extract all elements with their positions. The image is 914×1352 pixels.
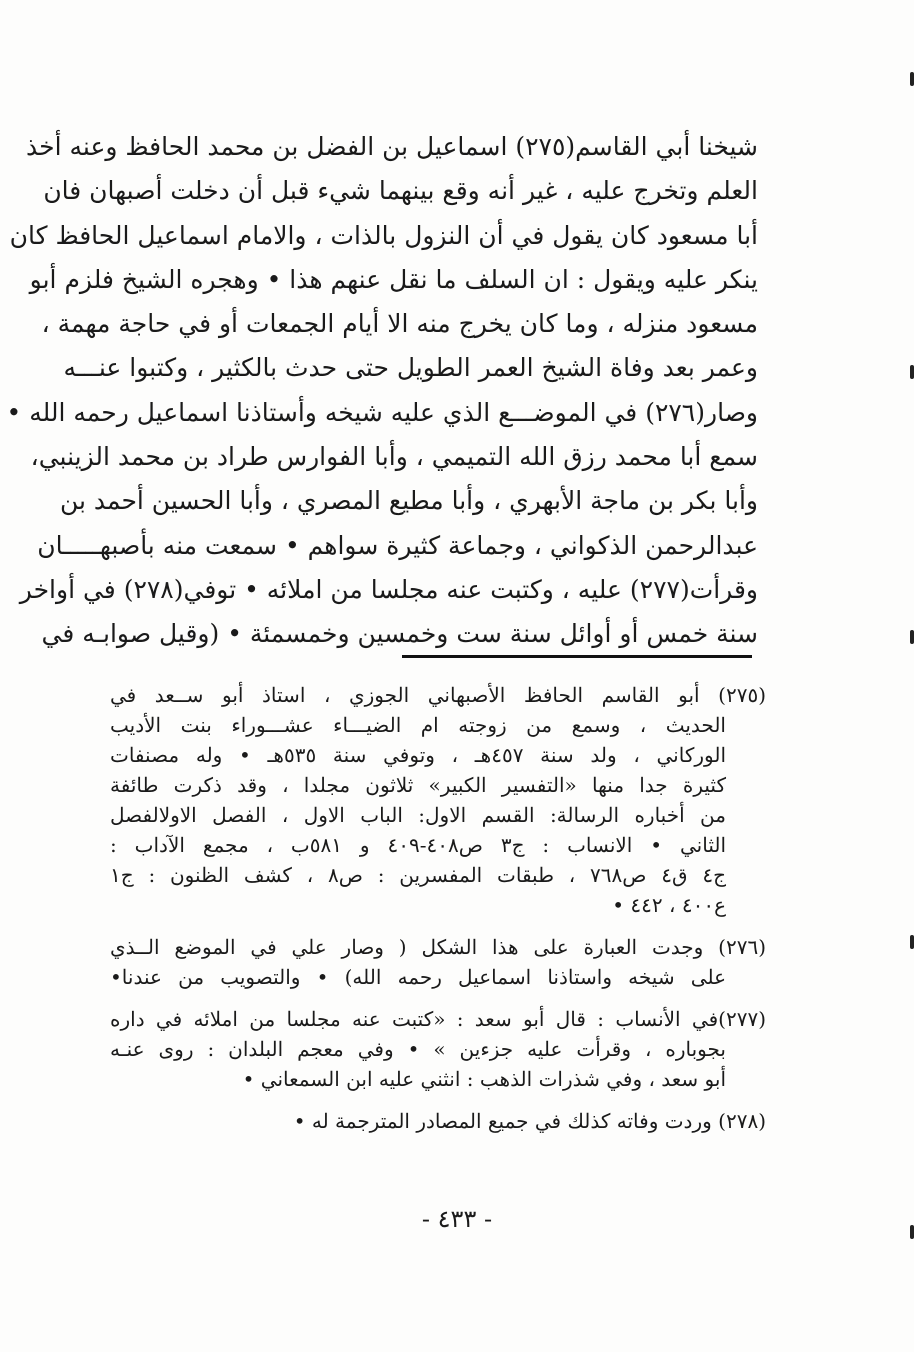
footnote-line: من أخباره الرسالة: القسم الاول: الباب الاول ، الفصل الاولالفصل	[110, 803, 726, 827]
footnote-divider	[402, 655, 752, 658]
main-text-line: سنة خمس أو أوائل سنة ست وخمسين وخمسمئة • (وقيل صوابـه في	[41, 619, 758, 649]
footnote-line: بجوباره ، وقرأت عليه جزءين » • وفي معجم البلدان : روى عنـه	[110, 1037, 726, 1061]
scan-edge-mark	[910, 630, 914, 644]
footnote-line: ع٤٠٠ ، ٤٤٢ •	[612, 893, 726, 917]
footnote-line: الحديث ، وسمع من زوجته ام الضيـــاء عشـــوراء بنت الأديب	[110, 713, 726, 737]
footnote-line: (٢٧٧)في الأنساب : قال أبو سعد : «كتبت عنه مجلسا من املائه في داره	[110, 1007, 766, 1031]
footnote-line: الوركاني ، ولد سنة ٤٥٧هـ ، وتوفي سنة ٥٣٥هـ • وله مصنفات	[110, 743, 726, 767]
footnote-277	[110, 1004, 766, 1094]
main-text-line: أبا مسعود كان يقول في أن النزول بالذات ، والامام اسماعيل الحافظ كان	[9, 220, 758, 250]
scan-edge-mark	[910, 1225, 914, 1239]
main-text-body	[6, 125, 758, 657]
footnote-line: على شيخه واستاذنا اسماعيل رحمه الله) • والتصويب من عندنا•	[110, 965, 726, 989]
footnote-275	[110, 680, 766, 920]
footnote-line: (٢٧٦) وجدت العبارة على هذا الشكل ( وصار علي في الموضع الــذي	[110, 935, 766, 959]
footnote-line: ج٤ ق٤ ص٧٦٨ ، طبقات المفسرين : ص٨ ، كشف الظنون : ج١	[110, 863, 726, 887]
main-text-line: وقرأت(٢٧٧) عليه ، وكتبت عنه مجلسا من املائه • توفي(٢٧٨) في أواخر	[19, 574, 758, 604]
main-text-line: شيخنا أبي القاسم(٢٧٥) اسماعيل بن الفضل بن محمد الحافظ وعنه أخذ	[26, 132, 758, 161]
footnote-line: كثيرة جدا منها «التفسير الكبير» ثلاثون مجلدا ، وقد ذكرت طائفة	[110, 773, 726, 797]
footnote-line: الثاني • الانساب : ج٣ ص٤٠٨-٤٠٩ و ٥٨١ب ، مجمع الآداب :	[110, 833, 727, 857]
scan-edge-mark	[910, 72, 914, 86]
footnote-line: (٢٧٥) أبو القاسم الحافظ الأصبهاني الجوزي ، استاذ أبو ســعد في	[110, 683, 766, 707]
main-text-line: وعمر بعد وفاة الشيخ العمر الطويل حتى حدث بالكثير ، وكتبوا عنـــه	[63, 353, 758, 383]
page-number: - ٤٣٣ -	[421, 1205, 493, 1233]
scan-edge-mark	[910, 365, 914, 379]
scan-edge-mark	[910, 935, 914, 949]
main-text-line: وصار(٢٧٦) في الموضـــع الذي عليه شيخه وأستاذنا اسماعيل رحمه الله •	[6, 397, 758, 427]
footnotes-section	[110, 680, 766, 1148]
main-text-line: وأبا بكر بن ماجة الأبهري ، وأبا مطيع المصري ، وأبا الحسين أحمد بن	[59, 486, 758, 516]
main-text-line: سمع أبا محمد رزق الله التميمي ، وأبا الفوارس طراد بن محمد الزينبي،	[30, 442, 758, 472]
main-text-line: مسعود منزله ، وما كان يخرج منه الا أيام الجمعات أو في حاجة مهمة ،	[41, 309, 758, 339]
footnote-278	[110, 1106, 766, 1136]
main-text-line: ينكر عليه ويقول : ان السلف ما نقل عنهم هذا • وهجره الشيخ فلزم أبو	[29, 264, 758, 294]
footnote-276	[110, 932, 766, 992]
main-text-line: العلم وتخرج عليه ، غير أنه وقع بينهما شيء قبل أن دخلت أصبهان فان	[43, 176, 758, 206]
footnote-line: (٢٧٨) وردت وفاته كذلك في جميع المصادر المترجمة له •	[293, 1109, 766, 1133]
main-text-line: عبدالرحمن الذكواني ، وجماعة كثيرة سواهم • سمعت منه بأصبهـــــان	[37, 530, 758, 560]
footnote-line: أبو سعد ، وفي شذرات الذهب : انثني عليه ابن السمعاني •	[242, 1067, 726, 1091]
